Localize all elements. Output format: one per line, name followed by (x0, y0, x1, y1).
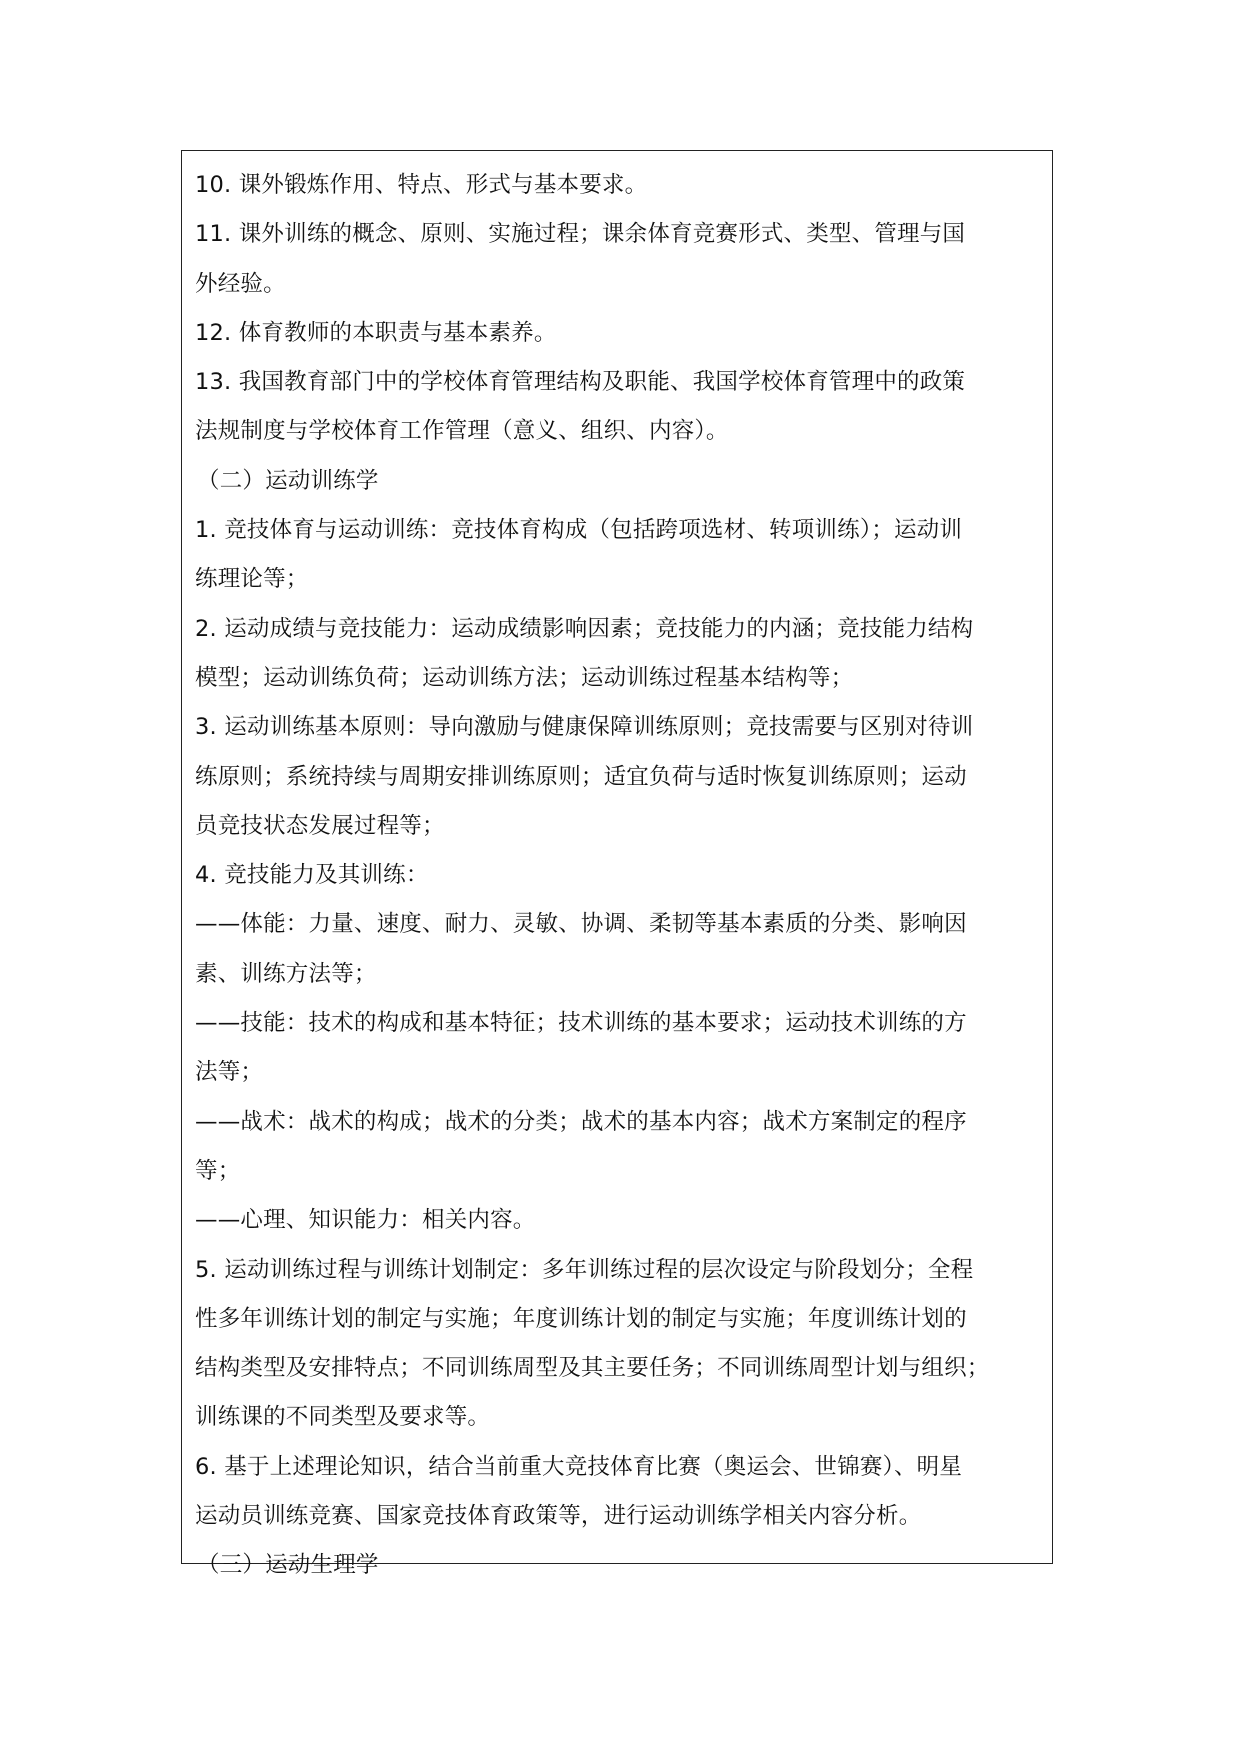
text-line: 法等； (195, 1059, 264, 1086)
text-line: 2. 运动成绩与竞技能力：运动成绩影响因素；竞技能力的内涵；竞技能力结构 (195, 615, 974, 642)
text-line: 5. 运动训练过程与训练计划制定：多年训练过程的层次设定与阶段划分；全程 (195, 1256, 974, 1283)
text-line: 等； (195, 1157, 241, 1184)
text-line: ——体能：力量、速度、耐力、灵敏、协调、柔韧等基本素质的分类、影响因 (195, 911, 967, 938)
text-line: 模型；运动训练负荷；运动训练方法；运动训练过程基本结构等； (195, 664, 854, 691)
text-line: 结构类型及安排特点；不同训练周型及其主要任务；不同训练周型计划与组织； (195, 1355, 990, 1382)
content-table-cell (181, 150, 1053, 1579)
text-line: 练理论等； (195, 566, 309, 593)
text-line: 10. 课外锻炼作用、特点、形式与基本要求。 (195, 172, 648, 198)
text-line: ——技能：技术的构成和基本特征；技术训练的基本要求；运动技术训练的方 (195, 1010, 967, 1037)
text-line: 练原则；系统持续与周期安排训练原则；适宜负荷与适时恢复训练原则；运动 (195, 763, 967, 790)
text-line: 13. 我国教育部门中的学校体育管理结构及职能、我国学校体育管理中的政策 (195, 369, 966, 396)
text-line: 4. 竞技能力及其训练： (195, 862, 429, 889)
text-line: 3. 运动训练基本原则：导向激励与健康保障训练原则；竞技需要与区别对待训 (195, 714, 974, 741)
text-line: 1. 竞技体育与运动训练：竞技体育构成（包括跨项选材、转项训练）；运动训 (195, 517, 963, 544)
text-line: 12. 体育教师的本职责与基本素养。 (195, 319, 557, 346)
text-line: 素、训练方法等； (195, 960, 377, 987)
text-line: 性多年训练计划的制定与实施；年度训练计划的制定与实施；年度训练计划的 (195, 1305, 967, 1332)
section-heading: （三）运动生理学 (197, 1552, 379, 1579)
text-line: ——心理、知识能力：相关内容。 (195, 1207, 536, 1234)
text-line: 外经验。 (195, 270, 286, 297)
text-line: 运动员训练竞赛、国家竞技体育政策等，进行运动训练学相关内容分析。 (195, 1503, 922, 1530)
text-line: ——战术：战术的构成；战术的分类；战术的基本内容；战术方案制定的程序 (195, 1108, 967, 1135)
text-line: 训练课的不同类型及要求等。 (195, 1404, 491, 1431)
text-line: 11. 课外训练的概念、原则、实施过程；课余体育竞赛形式、类型、管理与国 (195, 221, 966, 248)
section-heading: （二）运动训练学 (197, 467, 379, 494)
text-line: 6. 基于上述理论知识，结合当前重大竞技体育比赛（奥运会、世锦赛）、明星 (195, 1453, 963, 1480)
text-line: 法规制度与学校体育工作管理（意义、组织、内容）。 (195, 418, 729, 445)
text-line: 员竞技状态发展过程等； (195, 812, 445, 839)
